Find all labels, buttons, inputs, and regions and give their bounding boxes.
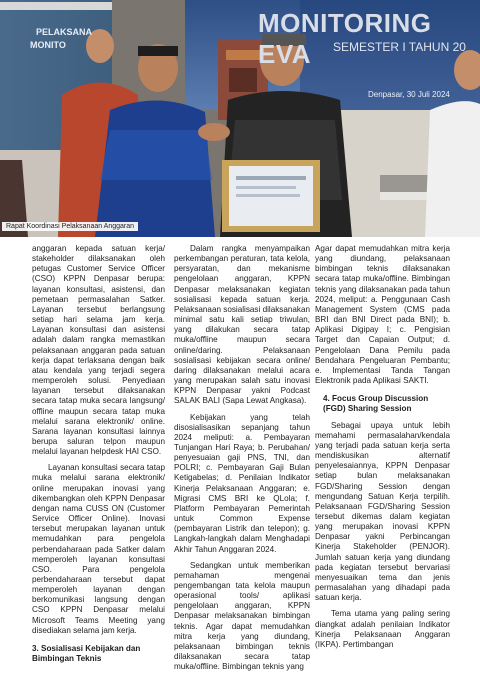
- section-heading-3: 3. Sosialisasi Kebijakan dan Bimbingan Teknis: [32, 643, 141, 664]
- text-column-2: [174, 244, 310, 672]
- col1-paragraph-1: anggaran kepada satuan kerja/ stakeholder dilaksanakan oleh petugas Customer Service Officer (CSO) KPPN Denpasar berupa: layanan konsultasi, asistensi, dan pemetaan permasalahan Satker. Layanan tersebut berlangsung setiap hari selama jam kerja. Layanan konsultasi dan asistensi adalah dalam rangka memastikan pelaksanaan anggaran pada satuan kerja dapat terlaksana dengan baik atau kendala yang terjadi segera memperoleh solusi. Penyediaan layanan tersebut dilaksanakan secara tatap muka secara langsung/ offline maupun secara tatap muka melalui sarana elektronik/ online. Sarana layanan konsultasi lainnya berupa saluran telpon maupun melalui layanan helpdesk HAI CSO.: [32, 244, 165, 457]
- banner-title: MONITORING EVA: [258, 8, 432, 69]
- col3-paragraph-1: Agar dapat memudahkan mitra kerja yang diundang, pelaksanaan bimbingan teknis dilaksanakan secara tatap muka/offline. Bimbingan teknis yang dilaksanakan pada tahun 2024, meliput: a. Penggunaan Cash Management System (CMS pada BRI dan BNI Direct pada BNI); b. Aplikasi Digipay I; c. Pengisian Target dan Capaian Output; d. Pengelolaan Dana Pemilu pada Bendahara Pengeluaran Pembantu; e. Implementasi Tanda Tangan Elektronik pada Aplikasi SAKTI.: [315, 244, 450, 386]
- text-column-1: [32, 244, 165, 670]
- left-banner-line-1: PELAKSANA: [36, 27, 93, 37]
- event-photo: [0, 0, 480, 237]
- banner-semester: SEMESTER I TAHUN 20: [333, 40, 466, 54]
- left-banner-line-2: MONITO: [30, 40, 66, 50]
- col3-paragraph-2: Sebagai upaya untuk lebih memahami permasalahan/kendala yang terjadi pada satuan kerja serta mendiskusikan alternatif penyelesaiannya, KPPN Denpasar setiap bulan melaksanakan FGD/Sharing Session dengan mengundang Satuan Kerja terpilih. Pelaksanaan FGD/Sharing Session tersebut dikemas dalam kegiatan yang merupakan inovasi KPPN Denpasar yakni Perbincangan Kinerja Stakeholder (PENJOR). Jumlah satuan kerja yang diundang pada kegiatan tersebut bervariasi menyesuaikan tema dan jenis permasalahan yang dihadapi pada satuan kerja.: [315, 420, 450, 603]
- col2-paragraph-2: Kebijakan yang telah disosialisasikan sepanjang tahun 2024 meliputi: a. Pembayaran Tunjangan Hari Raya; b. Perubahan/ penyesuaian gaji PNS, TNI, dan POLRI; c. Pembayaran Gaji Bulan Ketigabelas; d. Penilaian Indikator Kinerja Pelaksanaan Anggaran; e. Migrasi CMS BRI ke QLola; f. Platform Pembayaran Pemerintah untuk Common Expense (pembayaran Listrik dan telepon); g. Langkah-langkah dalam Menghadapi Akhir Tahun Anggaran 2024.: [174, 412, 310, 554]
- photo-caption: Rapat Koordinasi Pelaksanaan Anggaran: [2, 222, 138, 231]
- col3-paragraph-3: Tema utama yang paling sering diangkat adalah penilaian Indikator Kinerja Pelaksanaan Anggaran (IKPA). Pertimbangan: [315, 609, 450, 649]
- col2-paragraph-3: Sedangkan untuk memberikan pemahaman mengenai pengembangan tata kelola maupun operasional tools/ aplikasi pengelolaan anggaran, KPPN Denpasar melaksanakan bimbingan teknis. Agar dapat memudahkan mitra kerja yang diundang, pelaksanaan bimbingan teknis dilaksanakan secara tatap muka/offline. Bimbingan teknis yang: [174, 560, 310, 672]
- section-heading-4: 4. Focus Group Discussion (FGD) Sharing Session: [323, 394, 429, 414]
- col2-paragraph-1: Dalam rangka menyampaikan perkembangan peraturan, tata kelola, persyaratan, dan mekanisme pengelolaan anggaran, KPPN Denpasar melaksanakan kegiatan sosialisasi kepada satuan kerja. Pelaksanaan sosialisasi dilaksanakan minimal satu kali setiap triwulan, yang dilakukan secara tatap muka/offline maupun secara online/daring. Pelaksanaan sosialisasi kebijakan secara online/ daring dilaksanakan melalui acara yang merupakan salah satu inovasi KPPN Denpasar yakni Podcast SALAK BALI (Sapa Lewat Angkasa).: [174, 244, 310, 406]
- banner-date: Denpasar, 30 Juli 2024: [368, 90, 450, 99]
- text-column-3: [315, 244, 450, 650]
- col1-paragraph-2: Layanan konsultasi secara tatap muka melalui sarana elektronik/ online merupakan inovasi yang dikembangkan oleh KPPN Denpasar dengan nama CUSS ON (Customer Service Officer Online). Inovasi tersebut merupakan layanan untuk memudahkan para pengelola perbendaharaan pada Satker dalam memperoleh layanan konsultasi CSO. Para pengelola perbendaharaan tersebut dapat memperoleh layanan dengan berkomunikasi langsung dengan CSO KPPN Denpasar melalui Microsoft Teams Meeting yang disediakan selama jam kerja.: [32, 463, 165, 635]
